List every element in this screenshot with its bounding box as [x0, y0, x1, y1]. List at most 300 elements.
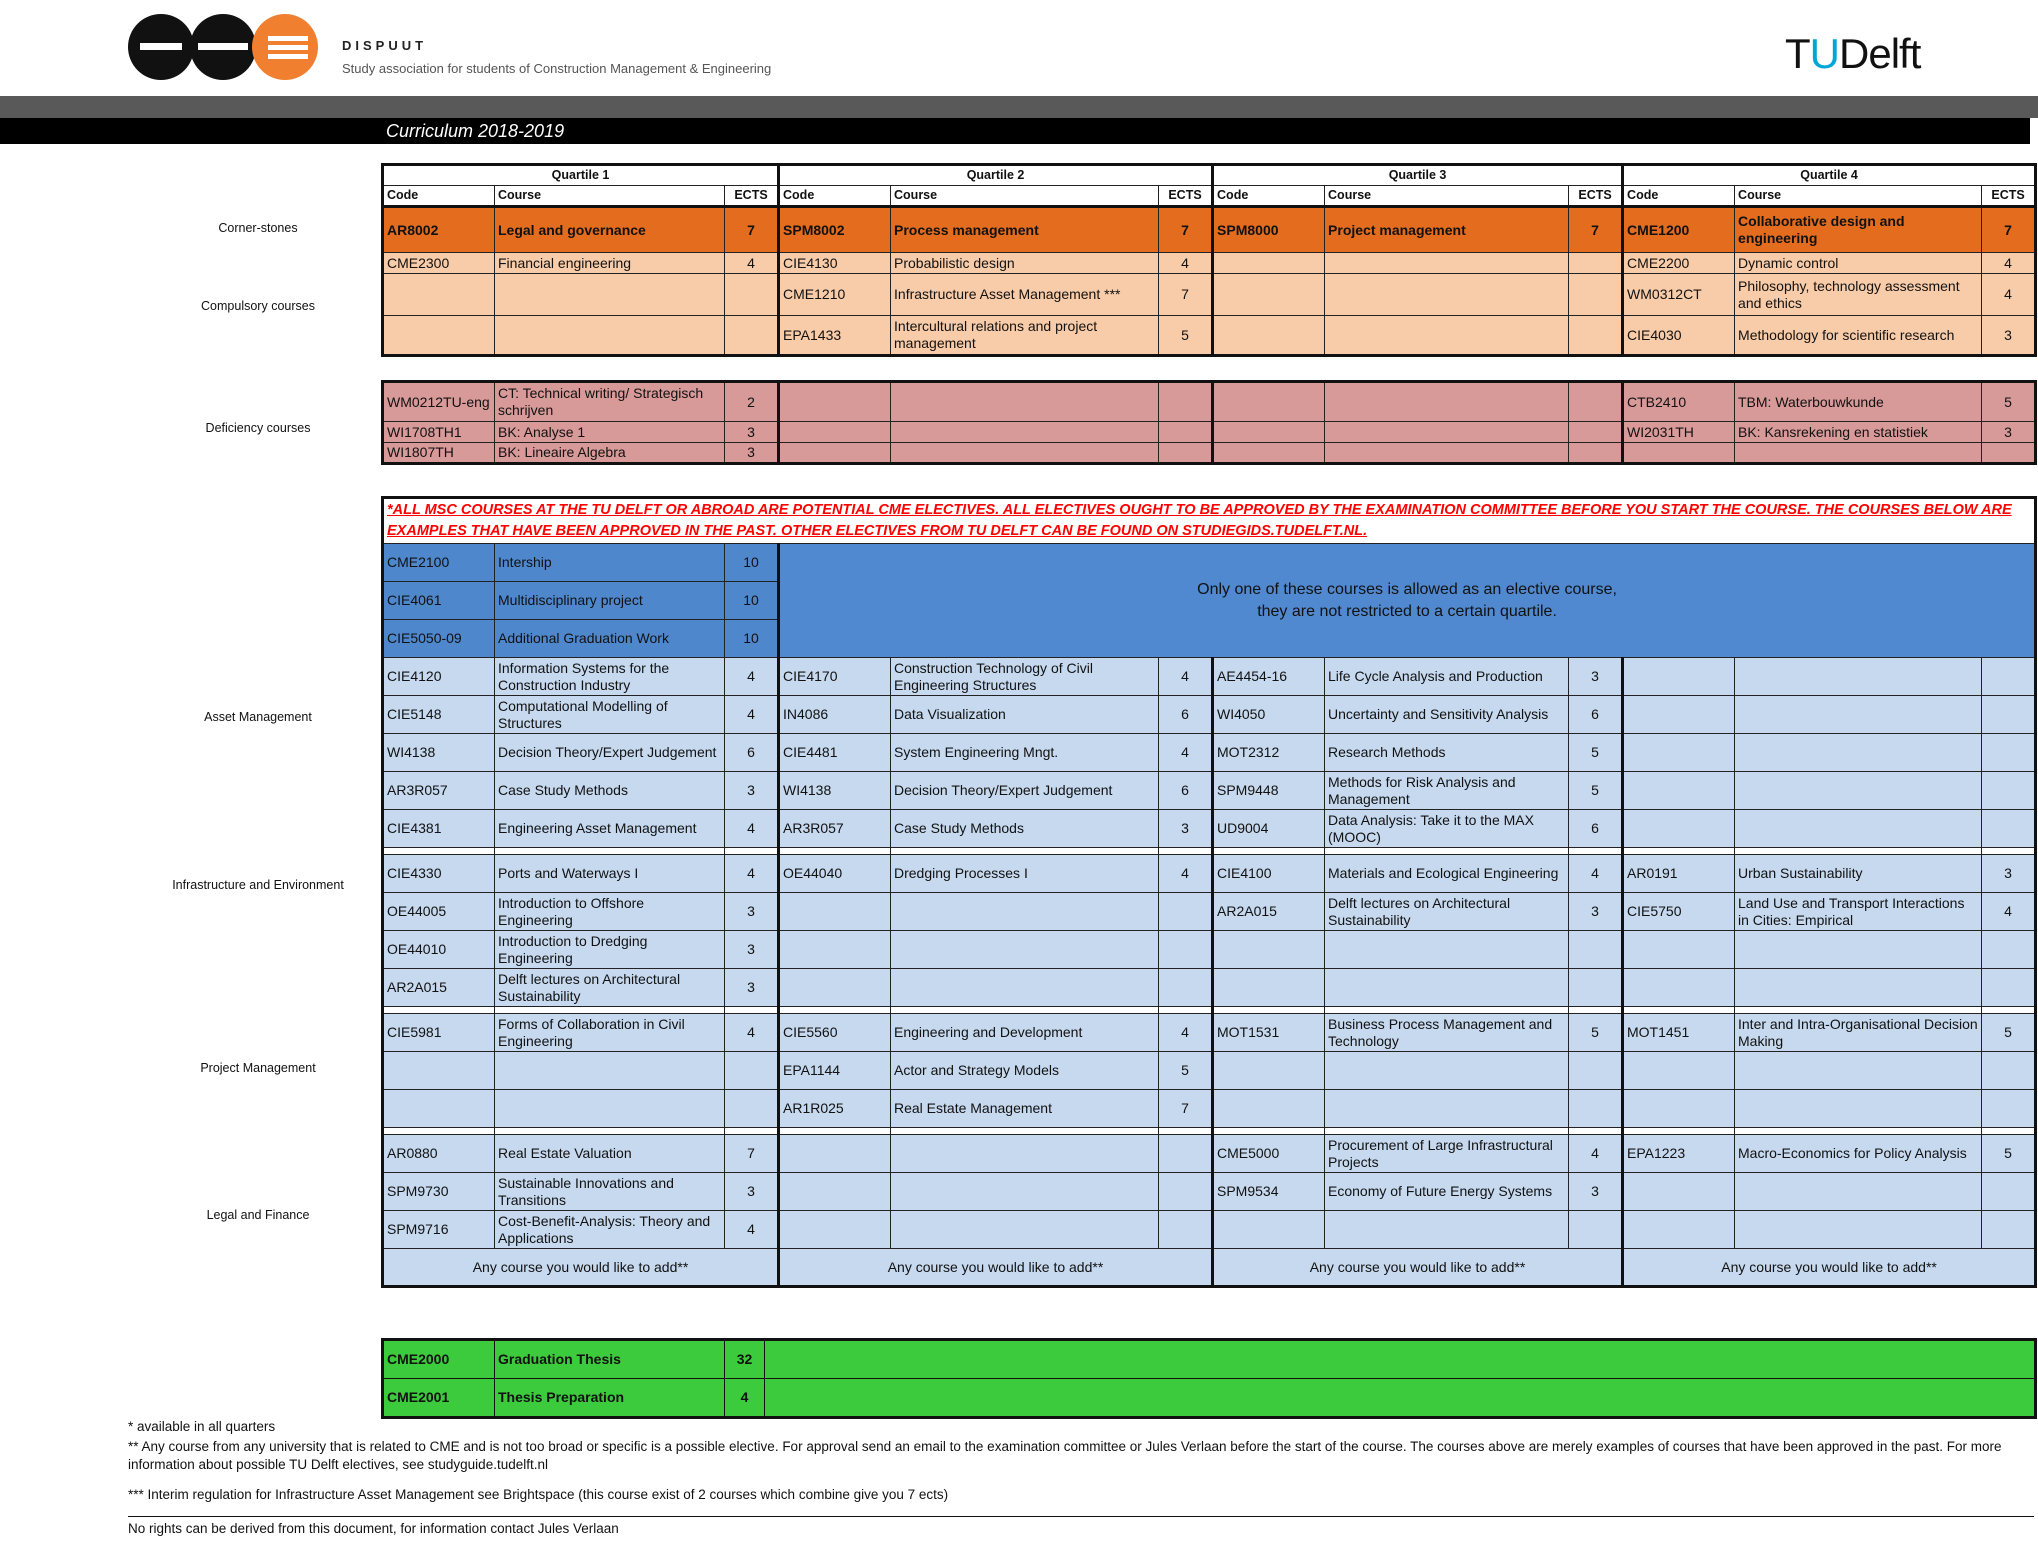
course-code — [1213, 422, 1325, 443]
course-ects — [1569, 382, 1623, 422]
course-ects: 3 — [725, 969, 779, 1007]
column-header-code: Code — [779, 186, 891, 207]
course-ects: 3 — [1569, 893, 1623, 931]
course-ects: 3 — [725, 772, 779, 810]
compulsory-table — [381, 163, 2037, 357]
gap-cell — [1325, 1128, 1569, 1135]
course-ects — [1569, 1052, 1623, 1090]
course-code — [383, 274, 495, 316]
course-ects — [1159, 1173, 1213, 1211]
course-title — [1325, 274, 1569, 316]
course-title — [1325, 1211, 1569, 1249]
course-ects — [1569, 1090, 1623, 1128]
course-title: Introduction to Offshore Engineering — [495, 893, 725, 931]
course-code: WI1807TH — [383, 443, 495, 464]
course-code — [1623, 810, 1735, 848]
gap-cell — [779, 1128, 891, 1135]
course-title — [1325, 253, 1569, 274]
course-title: Sustainable Innovations and Transitions — [495, 1173, 725, 1211]
course-title: Delft lectures on Architectural Sustainability — [495, 969, 725, 1007]
course-ects: 5 — [1569, 1014, 1623, 1052]
course-ects: 2 — [725, 382, 779, 422]
course-ects: 5 — [1159, 1052, 1213, 1090]
course-code — [1623, 1052, 1735, 1090]
course-code — [779, 1135, 891, 1173]
course-code: CIE4030 — [1623, 316, 1735, 356]
column-header-ects: ECTS — [725, 186, 779, 207]
course-ects: 3 — [725, 443, 779, 464]
gap-cell — [725, 1128, 779, 1135]
course-ects: 32 — [725, 1340, 765, 1379]
cme-logo — [128, 12, 328, 82]
course-code: CME1200 — [1623, 207, 1735, 253]
gap-cell — [495, 1128, 725, 1135]
course-ects: 5 — [1569, 734, 1623, 772]
graduation-row — [383, 1379, 2036, 1418]
row-label-project: Project Management — [200, 1061, 316, 1075]
course-code — [1623, 1090, 1735, 1128]
gap-cell — [1735, 848, 1982, 855]
course-code — [383, 1090, 495, 1128]
footnote-1: * available in all quarters — [128, 1419, 276, 1434]
course-ects — [1569, 1211, 1623, 1249]
course-ects: 5 — [1982, 382, 2036, 422]
course-code: CIE5981 — [383, 1014, 495, 1052]
legal-finance-row — [383, 1211, 2036, 1249]
course-code — [1213, 274, 1325, 316]
asset-management-row — [383, 734, 2036, 772]
course-title — [495, 1090, 725, 1128]
course-code: CIE4481 — [779, 734, 891, 772]
gap-cell — [891, 1128, 1159, 1135]
course-ects — [725, 316, 779, 356]
course-code — [1623, 443, 1735, 464]
course-title: Delft lectures on Architectural Sustainability — [1325, 893, 1569, 931]
course-title: Economy of Future Energy Systems — [1325, 1173, 1569, 1211]
project-management-row — [383, 1052, 2036, 1090]
course-ects: 3 — [1982, 422, 2036, 443]
course-title: Financial engineering — [495, 253, 725, 274]
course-title — [1735, 696, 1982, 734]
course-code: CIE5050-09 — [383, 620, 495, 658]
course-title — [1325, 1052, 1569, 1090]
course-code — [383, 316, 495, 356]
course-code: CME2100 — [383, 544, 495, 582]
course-title: System Engineering Mngt. — [891, 734, 1159, 772]
course-code: AE4454-16 — [1213, 658, 1325, 696]
course-title: Philosophy, technology assessment and ethics — [1735, 274, 1982, 316]
elective-note: *ALL MSC COURSES AT THE TU DELFT OR ABROAD ARE POTENTIAL CME ELECTIVES. ALL ELECTIVES OUGHT TO BE APPROVED BY THE EXAMINATION COMMITTEE BEFORE YOU START THE COURSE. THE COURSES BELOW ARE EXAMPLES THAT HAVE BEEN APPROVED IN THE PAST. OTHER ELECTIVES FROM TU DELFT CAN BE FOUND ON STUDIEGIDS.TUDELFT.NL. — [383, 498, 2036, 544]
course-ects: 4 — [1982, 274, 2036, 316]
special-note-line-2: they are not restricted to a certain quartile. — [1257, 602, 1557, 620]
course-code: CIE4130 — [779, 253, 891, 274]
course-title: Business Process Management and Technology — [1325, 1014, 1569, 1052]
gap-cell — [383, 848, 495, 855]
course-title: Computational Modelling of Structures — [495, 696, 725, 734]
deficiency-table — [381, 380, 2037, 465]
course-ects: 3 — [725, 422, 779, 443]
gap-cell — [1623, 1007, 1735, 1014]
any-course-cell: Any course you would like to add** — [1623, 1249, 2036, 1287]
course-code: AR8002 — [383, 207, 495, 253]
gap-cell — [1213, 848, 1325, 855]
course-code: AR0191 — [1623, 855, 1735, 893]
course-code — [1623, 931, 1735, 969]
course-title: Decision Theory/Expert Judgement — [495, 734, 725, 772]
page-header — [0, 0, 2038, 96]
tudelft-logo-t: T — [1785, 30, 1810, 77]
asset-management-row — [383, 658, 2036, 696]
footer-divider — [128, 1516, 2034, 1517]
association-label: DISPUUT — [342, 38, 428, 53]
course-ects: 7 — [1159, 207, 1213, 253]
deficiency-row — [383, 443, 2036, 464]
course-title — [1735, 443, 1982, 464]
course-code: WI4050 — [1213, 696, 1325, 734]
course-ects — [1159, 969, 1213, 1007]
course-title: Methods for Risk Analysis and Management — [1325, 772, 1569, 810]
course-code: CME5000 — [1213, 1135, 1325, 1173]
course-code: CME2300 — [383, 253, 495, 274]
course-ects — [1982, 1173, 2036, 1211]
course-ects: 4 — [725, 1014, 779, 1052]
course-ects: 4 — [725, 658, 779, 696]
gap-cell — [1569, 848, 1623, 855]
course-title: Data Analysis: Take it to the MAX (MOOC) — [1325, 810, 1569, 848]
gap-cell — [779, 1007, 891, 1014]
gap-cell — [1159, 848, 1213, 855]
course-code — [1213, 1211, 1325, 1249]
gap-cell — [891, 848, 1159, 855]
elective-note-row — [383, 498, 2036, 544]
column-header-ects: ECTS — [1569, 186, 1623, 207]
asset-management-row — [383, 696, 2036, 734]
quartile-header: Quartile 1 — [383, 165, 779, 186]
row-label-legal: Legal and Finance — [206, 1208, 310, 1222]
group-gap — [383, 848, 2036, 855]
course-code: CME2001 — [383, 1379, 495, 1418]
title-band — [0, 118, 2030, 144]
course-code — [1623, 734, 1735, 772]
course-code — [779, 1211, 891, 1249]
course-ects — [1982, 969, 2036, 1007]
row-label-corner: Corner-stones — [218, 221, 298, 235]
course-ects — [1982, 1052, 2036, 1090]
course-title: Macro-Economics for Policy Analysis — [1735, 1135, 1982, 1173]
gap-cell — [1982, 848, 2036, 855]
course-title — [1735, 772, 1982, 810]
course-code: SPM8000 — [1213, 207, 1325, 253]
course-title — [1325, 969, 1569, 1007]
course-title: Infrastructure Asset Management *** — [891, 274, 1159, 316]
course-title: Data Visualization — [891, 696, 1159, 734]
course-ects: 5 — [1159, 316, 1213, 356]
gap-cell — [725, 1007, 779, 1014]
course-code — [1213, 253, 1325, 274]
asset-management-row — [383, 810, 2036, 848]
course-code: WM0212TU-eng — [383, 382, 495, 422]
course-ects: 4 — [1159, 658, 1213, 696]
course-code: WI4138 — [779, 772, 891, 810]
course-title: Land Use and Transport Interactions in Cities: Empirical — [1735, 893, 1982, 931]
course-code: WI4138 — [383, 734, 495, 772]
course-title: Materials and Ecological Engineering — [1325, 855, 1569, 893]
course-title: Collaborative design and engineering — [1735, 207, 1982, 253]
course-title — [1735, 658, 1982, 696]
gap-cell — [725, 848, 779, 855]
column-header-code: Code — [383, 186, 495, 207]
course-title — [1735, 1090, 1982, 1128]
course-title: Additional Graduation Work — [495, 620, 725, 658]
course-title — [891, 1173, 1159, 1211]
course-ects: 4 — [725, 810, 779, 848]
course-title — [891, 382, 1159, 422]
gap-cell — [1569, 1007, 1623, 1014]
course-ects: 10 — [725, 544, 779, 582]
course-ects: 3 — [725, 1173, 779, 1211]
course-ects — [1982, 1211, 2036, 1249]
course-ects: 3 — [1159, 810, 1213, 848]
course-code: SPM9448 — [1213, 772, 1325, 810]
course-ects: 7 — [1159, 274, 1213, 316]
course-ects — [1159, 382, 1213, 422]
infrastructure-row — [383, 969, 2036, 1007]
special-elective-note — [779, 544, 2036, 658]
course-title: Process management — [891, 207, 1159, 253]
course-ects: 6 — [1569, 810, 1623, 848]
cornerstone-row — [383, 207, 2036, 253]
course-ects — [1569, 931, 1623, 969]
gap-cell — [1982, 1128, 2036, 1135]
course-code: MOT2312 — [1213, 734, 1325, 772]
course-ects: 6 — [725, 734, 779, 772]
course-code — [1213, 1052, 1325, 1090]
course-code — [1623, 1173, 1735, 1211]
course-ects — [1159, 422, 1213, 443]
gap-cell — [1623, 1128, 1735, 1135]
course-ects: 4 — [1159, 855, 1213, 893]
course-ects — [1982, 772, 2036, 810]
course-title: Research Methods — [1325, 734, 1569, 772]
quartile-header: Quartile 2 — [779, 165, 1213, 186]
course-title: BK: Analyse 1 — [495, 422, 725, 443]
gap-cell — [495, 1007, 725, 1014]
infrastructure-row — [383, 855, 2036, 893]
course-code: CME1210 — [779, 274, 891, 316]
special-note-line-1: Only one of these courses is allowed as an elective course, — [1197, 580, 1617, 598]
course-title: Decision Theory/Expert Judgement — [891, 772, 1159, 810]
course-title — [891, 1211, 1159, 1249]
course-ects: 7 — [1569, 207, 1623, 253]
tudelft-logo — [1785, 30, 1920, 78]
course-ects: 4 — [1569, 855, 1623, 893]
gap-cell — [383, 1007, 495, 1014]
column-header-row — [383, 186, 2036, 207]
page-title: Curriculum 2018-2019 — [386, 121, 565, 141]
course-code: CIE4120 — [383, 658, 495, 696]
footnote-4: No rights can be derived from this document, for information contact Jules Verlaan — [128, 1521, 619, 1536]
course-title — [891, 1135, 1159, 1173]
gap-cell — [891, 1007, 1159, 1014]
course-code: AR3R057 — [383, 772, 495, 810]
course-ects: 7 — [725, 1135, 779, 1173]
course-ects: 4 — [725, 855, 779, 893]
course-title — [1325, 443, 1569, 464]
course-code: CIE4170 — [779, 658, 891, 696]
course-code: CIE5148 — [383, 696, 495, 734]
legal-finance-row — [383, 1135, 2036, 1173]
course-code — [1623, 772, 1735, 810]
course-ects — [725, 1052, 779, 1090]
course-title: Construction Technology of Civil Engineering Structures — [891, 658, 1159, 696]
gap-cell — [1623, 848, 1735, 855]
gap-cell — [779, 848, 891, 855]
course-code: SPM8002 — [779, 207, 891, 253]
course-code — [1213, 969, 1325, 1007]
course-ects: 6 — [1569, 696, 1623, 734]
course-code: EPA1223 — [1623, 1135, 1735, 1173]
course-title: Procurement of Large Infrastructural Projects — [1325, 1135, 1569, 1173]
course-code: AR3R057 — [779, 810, 891, 848]
graduation-filler — [765, 1340, 2036, 1379]
association-tagline: Study association for students of Construction Management & Engineering — [342, 61, 772, 76]
course-ects — [1982, 931, 2036, 969]
course-ects: 5 — [1982, 1014, 2036, 1052]
course-title: BK: Lineaire Algebra — [495, 443, 725, 464]
group-gap — [383, 1007, 2036, 1014]
course-title: Intership — [495, 544, 725, 582]
course-code — [779, 893, 891, 931]
course-ects — [1159, 931, 1213, 969]
course-code — [1213, 931, 1325, 969]
course-code — [779, 1173, 891, 1211]
course-title: Cost-Benefit-Analysis: Theory and Applications — [495, 1211, 725, 1249]
course-title — [1735, 1173, 1982, 1211]
row-label-compulsory: Compulsory courses — [201, 299, 315, 313]
course-title: Real Estate Management — [891, 1090, 1159, 1128]
course-code: SPM9534 — [1213, 1173, 1325, 1211]
course-ects: 4 — [725, 253, 779, 274]
course-code: CIE4100 — [1213, 855, 1325, 893]
course-code: MOT1531 — [1213, 1014, 1325, 1052]
infrastructure-row — [383, 893, 2036, 931]
course-ects — [1159, 893, 1213, 931]
gap-cell — [1569, 1128, 1623, 1135]
course-code — [1213, 382, 1325, 422]
course-ects: 3 — [1569, 1173, 1623, 1211]
course-title — [1325, 1090, 1569, 1128]
course-title: Dredging Processes I — [891, 855, 1159, 893]
any-course-cell: Any course you would like to add** — [383, 1249, 779, 1287]
footnote-3: *** Interim regulation for Infrastructure Asset Management see Brightspace (this course exist of 2 courses which combine give you 7 ects) — [128, 1487, 949, 1502]
course-code: AR2A015 — [1213, 893, 1325, 931]
course-code: WI2031TH — [1623, 422, 1735, 443]
course-code: OE44040 — [779, 855, 891, 893]
course-ects: 7 — [725, 207, 779, 253]
course-code — [1623, 1211, 1735, 1249]
course-code — [383, 1052, 495, 1090]
graduation-filler — [765, 1379, 2036, 1418]
course-title: Ports and Waterways I — [495, 855, 725, 893]
course-title — [1735, 1211, 1982, 1249]
course-code: IN4086 — [779, 696, 891, 734]
quartile-header: Quartile 3 — [1213, 165, 1623, 186]
course-title: Probabilistic design — [891, 253, 1159, 274]
course-code — [1623, 696, 1735, 734]
course-ects — [1569, 274, 1623, 316]
gap-cell — [1213, 1007, 1325, 1014]
course-code: SPM9716 — [383, 1211, 495, 1249]
course-title: Engineering Asset Management — [495, 810, 725, 848]
column-header-course: Course — [495, 186, 725, 207]
course-code — [779, 969, 891, 1007]
course-ects — [1569, 316, 1623, 356]
row-label-asset: Asset Management — [204, 710, 312, 724]
course-ects — [1159, 443, 1213, 464]
course-title — [891, 893, 1159, 931]
course-code — [779, 422, 891, 443]
course-code: CIE4330 — [383, 855, 495, 893]
course-ects — [725, 274, 779, 316]
course-title: Legal and governance — [495, 207, 725, 253]
course-title: Graduation Thesis — [495, 1340, 725, 1379]
course-code: CIE5750 — [1623, 893, 1735, 931]
course-code — [1213, 316, 1325, 356]
graduation-table — [381, 1338, 2037, 1419]
deficiency-row — [383, 422, 2036, 443]
course-code — [1213, 443, 1325, 464]
course-title: Forms of Collaboration in Civil Engineering — [495, 1014, 725, 1052]
course-title: Inter and Intra-Organisational Decision Making — [1735, 1014, 1982, 1052]
course-ects: 4 — [1159, 1014, 1213, 1052]
tudelft-logo-delft: Delft — [1839, 30, 1921, 77]
compulsory-row — [383, 274, 2036, 316]
course-title: Intercultural relations and project management — [891, 316, 1159, 356]
infrastructure-row — [383, 931, 2036, 969]
course-title: BK: Kansrekening en statistiek — [1735, 422, 1982, 443]
course-title: Methodology for scientific research — [1735, 316, 1982, 356]
course-ects — [1159, 1211, 1213, 1249]
course-ects: 6 — [1159, 696, 1213, 734]
course-title: Case Study Methods — [891, 810, 1159, 848]
course-title — [1735, 810, 1982, 848]
course-title — [495, 316, 725, 356]
course-title: TBM: Waterbouwkunde — [1735, 382, 1982, 422]
course-title: Real Estate Valuation — [495, 1135, 725, 1173]
course-title — [1325, 382, 1569, 422]
gap-cell — [1735, 1007, 1982, 1014]
course-title — [495, 274, 725, 316]
course-ects — [1982, 734, 2036, 772]
compulsory-row — [383, 253, 2036, 274]
course-title — [1325, 931, 1569, 969]
course-ects: 6 — [1159, 772, 1213, 810]
course-title: Engineering and Development — [891, 1014, 1159, 1052]
course-code: EPA1433 — [779, 316, 891, 356]
course-ects — [1982, 696, 2036, 734]
course-code: AR2A015 — [383, 969, 495, 1007]
course-ects: 4 — [1159, 734, 1213, 772]
course-ects: 3 — [1982, 316, 2036, 356]
course-ects: 4 — [725, 1379, 765, 1418]
course-ects: 4 — [1982, 893, 2036, 931]
column-header-course: Course — [1325, 186, 1569, 207]
course-code: CIE4381 — [383, 810, 495, 848]
project-management-row — [383, 1014, 2036, 1052]
course-ects: 3 — [1982, 855, 2036, 893]
course-ects — [1159, 1135, 1213, 1173]
course-code: UD9004 — [1213, 810, 1325, 848]
